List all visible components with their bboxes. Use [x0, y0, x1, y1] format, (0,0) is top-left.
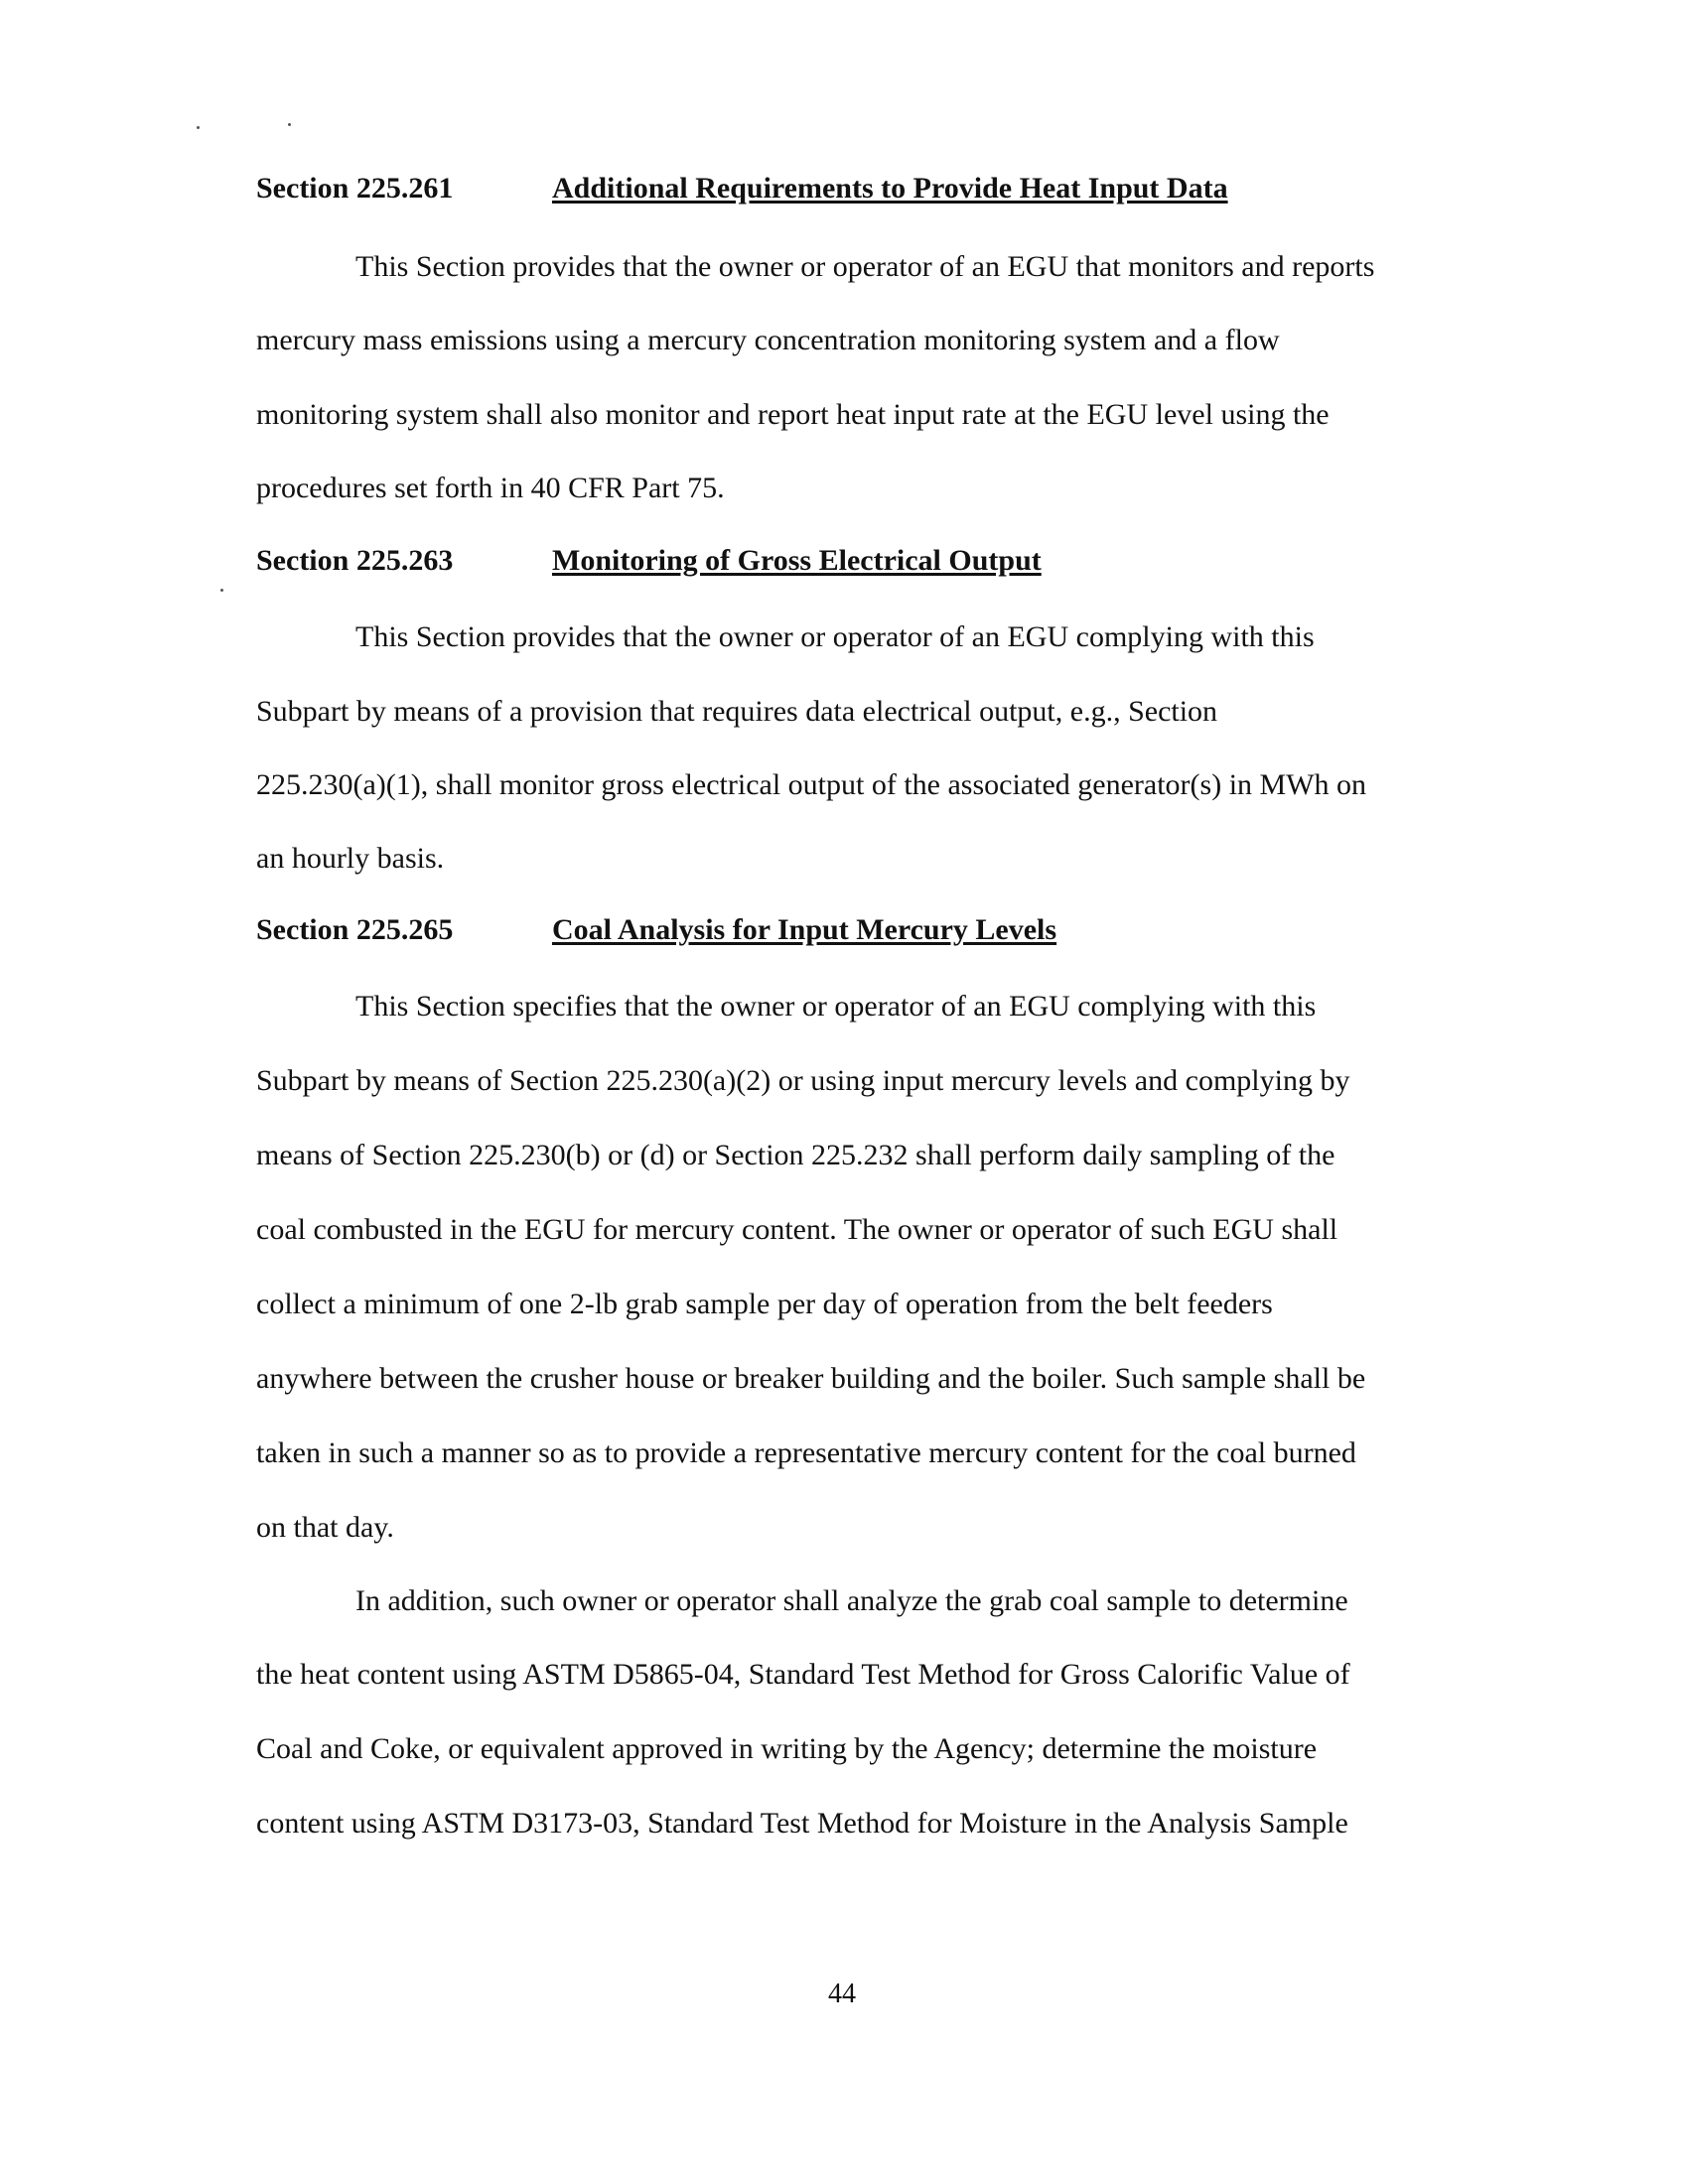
paragraph-line: collect a minimum of one 2-lb grab sample per day of operation from the belt feeders: [256, 1288, 1273, 1320]
paragraph-line: means of Section 225.230(b) or (d) or Section 225.232 shall perform daily sampling of the: [256, 1139, 1335, 1171]
paragraph-line: Subpart by means of Section 225.230(a)(2) or using input mercury levels and complying by: [256, 1064, 1350, 1097]
section-number: Section 225.263: [256, 544, 454, 577]
section-title: Coal Analysis for Input Mercury Levels: [552, 913, 1057, 946]
paragraph-line: an hourly basis.: [256, 842, 445, 875]
scan-speck: [220, 589, 223, 592]
section-heading: [256, 913, 1056, 947]
paragraph-line: coal combusted in the EGU for mercury content. The owner or operator of such EGU shall: [256, 1213, 1338, 1246]
section-number: Section 225.261: [256, 172, 454, 205]
paragraph-line: the heat content using ASTM D5865-04, Standard Test Method for Gross Calorific Value of: [256, 1658, 1350, 1691]
paragraph-line: monitoring system shall also monitor and report heat input rate at the EGU level using the: [256, 398, 1330, 431]
paragraph-line: This Section provides that the owner or operator of an EGU that monitors and reports: [355, 250, 1375, 283]
section-heading: [256, 172, 1228, 205]
paragraph-line: anywhere between the crusher house or breaker building and the boiler. Such sample shall be: [256, 1362, 1366, 1395]
paragraph-line: Coal and Coke, or equivalent approved in writing by the Agency; determine the moisture: [256, 1732, 1318, 1765]
paragraph-line: In addition, such owner or operator shall analyze the grab coal sample to determine: [355, 1584, 1348, 1617]
section-title: Additional Requirements to Provide Heat Input Data: [552, 172, 1228, 205]
paragraph-line: 225.230(a)(1), shall monitor gross electrical output of the associated generator(s) in MWh on: [256, 768, 1367, 801]
paragraph-line: on that day.: [256, 1511, 394, 1544]
paragraph-line: This Section specifies that the owner or operator of an EGU complying with this: [355, 990, 1317, 1023]
scan-speck: [288, 123, 291, 126]
paragraph-line: mercury mass emissions using a mercury concentration monitoring system and a flow: [256, 324, 1280, 356]
page-number: 44: [828, 1979, 856, 2009]
section-title: Monitoring of Gross Electrical Output: [552, 544, 1042, 577]
section-heading: [256, 544, 1042, 578]
paragraph-line: taken in such a manner so as to provide a representative mercury content for the coal burned: [256, 1436, 1356, 1469]
paragraph-line: procedures set forth in 40 CFR Part 75.: [256, 472, 725, 504]
paragraph-line: This Section provides that the owner or operator of an EGU complying with this: [355, 620, 1315, 653]
paragraph-line: content using ASTM D3173-03, Standard Test Method for Moisture in the Analysis Sample: [256, 1807, 1348, 1840]
section-number: Section 225.265: [256, 913, 454, 946]
paragraph-line: Subpart by means of a provision that requires data electrical output, e.g., Section: [256, 695, 1218, 728]
scan-speck: [197, 126, 200, 129]
